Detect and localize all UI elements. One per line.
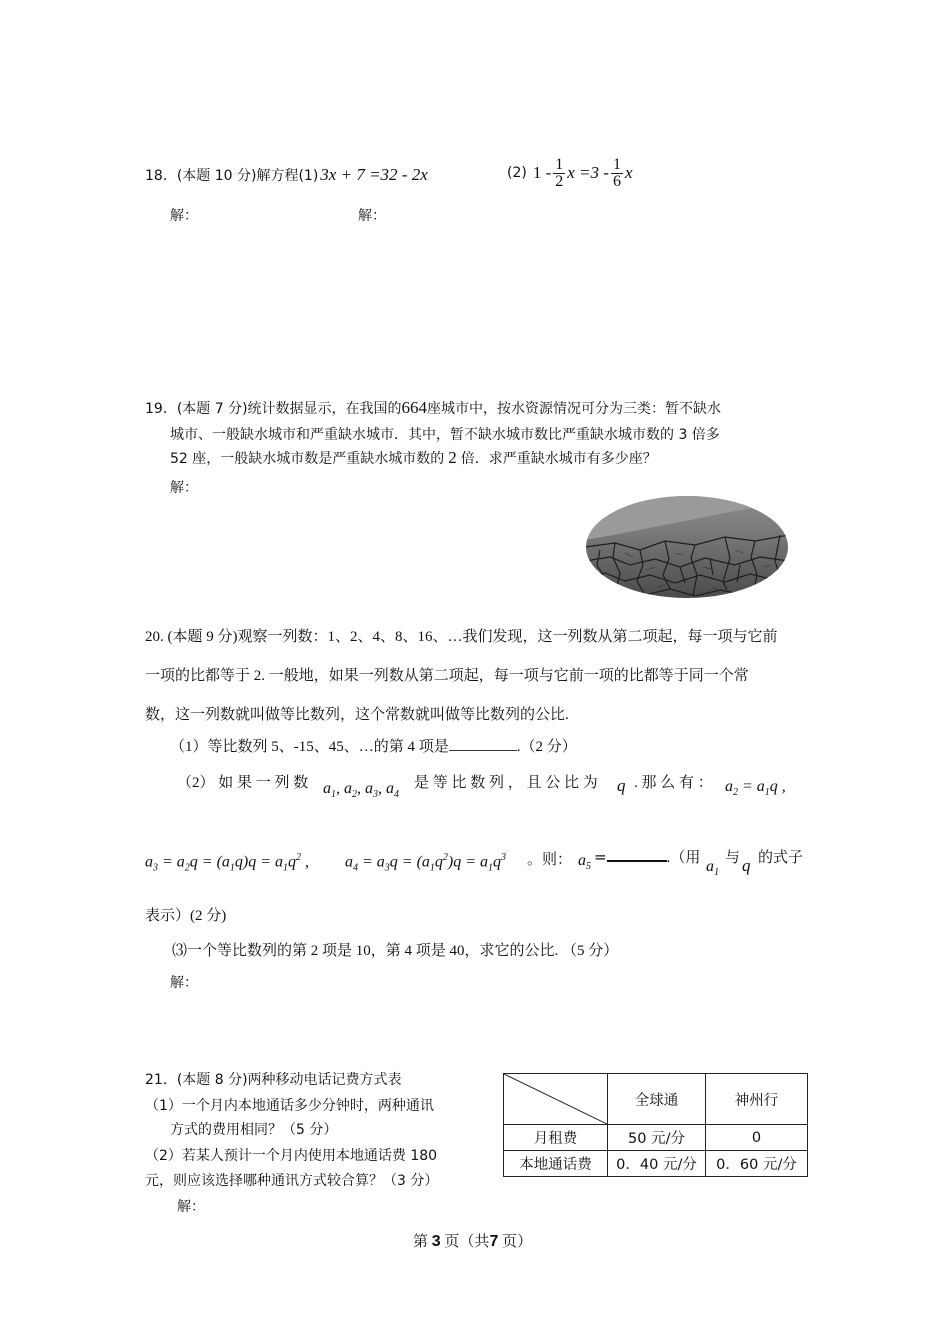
q18-eq2-mid: x =3 - (567, 163, 609, 182)
fraction-numerator: 1 (555, 155, 564, 173)
q20-eq-a5-answer (594, 846, 700, 867)
q19-number-2: 2 (448, 448, 457, 467)
q21-solution-label: 解： (177, 1199, 205, 1215)
table-header: 全球通 (608, 1074, 706, 1125)
q18-part2-label: (2) (507, 165, 527, 181)
q18-equation-1: 3x + 7 =32 - 2x (320, 165, 428, 184)
footer-text-a: 第 (413, 1234, 429, 1250)
diagonal-line (504, 1074, 607, 1124)
q21-line-3: 方式的费用相同？（5 分） (170, 1122, 338, 1138)
footer-text-c: 页） (502, 1234, 533, 1250)
q20-eq-a1: $a_1$ (706, 858, 719, 879)
q21-line-4: （2）若某人预计一个月内使用本地通话费 180 (145, 1148, 438, 1164)
table-row (504, 1151, 808, 1177)
q20-line-2: 一项的比都等于 2. 一般地，如果一列数从第二项起，每一项与它前一项的比都等于同一个常 (145, 668, 749, 684)
q20-solution-label: 解： (170, 975, 198, 991)
table-cell: 50 元/分 (608, 1125, 706, 1151)
q19-number-664: 664 (401, 398, 428, 417)
table-cell: 0．60 元/分 (706, 1151, 808, 1177)
answer-blank[interactable] (607, 848, 667, 862)
q18-eq2-end: x (624, 163, 633, 182)
q20-sequence: $a_1$, $a_2$, $a_3$, $a_4$ (323, 780, 399, 801)
q20-eq-tail-3: 的式子 (758, 850, 804, 866)
fraction-numerator: 1 (612, 155, 621, 173)
q20-eq-then: 。则： (527, 852, 573, 868)
q18-line (145, 165, 428, 185)
table-header-row (504, 1074, 808, 1125)
q18-fraction-1 (553, 157, 565, 190)
total-pages: 7 (489, 1233, 499, 1250)
q20-eq-a4: $a_4 = a_3q = (a_1q^2)q = a_1q^3$ (345, 852, 507, 874)
diagonal-header-cell (504, 1074, 608, 1125)
q19-line-2: 城市、一般缺水城市和严重缺水城市．其中，暂不缺水城市数比严重缺水城市数的 3 倍多 (170, 427, 720, 443)
q20-sub1-text: （1）等比数列 5、-15、45、…的第 4 项是 (170, 739, 449, 755)
q18-label: 18．(本题 10 分)解方程(1) (145, 168, 319, 184)
q20-ratio-q: q (617, 776, 626, 795)
q18-part2 (507, 153, 633, 193)
q20-eq-tail-1: .（用 (666, 850, 701, 866)
q19-text-b: 座城市中，按水资源情况可分为三类：暂不缺水 (427, 401, 722, 417)
page-footer (413, 1230, 532, 1251)
q20-eq-a2: $a_2 = a_1q$ , (725, 778, 786, 799)
cracked-earth-image (585, 495, 789, 599)
q20-eq-a5: $a_5$ (578, 852, 591, 873)
q20-eq-tail-2: 与 (725, 850, 741, 866)
q19-text-a: 19．(本题 7 分)统计数据显示，在我国的 (145, 401, 402, 417)
q18-eq2-a: 1 - (532, 163, 552, 182)
q20-sub2-text-b (414, 771, 598, 792)
q21-line-1: 21．(本题 8 分)两种移动电话记费方式表 (145, 1072, 402, 1088)
q19-text-d: 倍．求严重缺水城市有多少座？ (460, 451, 657, 467)
q20-sub2-text-c: . 那 么 有 ： (634, 775, 713, 791)
q20-sub2-text-b-inner: 是 等 比 数 列 ， 且 公 比 为 (414, 775, 598, 791)
table-row (504, 1125, 808, 1151)
q19-text-c: 52 座，一般缺水城市数是严重缺水城市数的 (170, 451, 445, 467)
q20-sub2-text-a: （2） 如 果 一 列 数 (177, 775, 309, 791)
row-label: 月租费 (504, 1125, 608, 1151)
q21-line-5: 元，则应该选择哪种通讯方式较合算？（3 分） (145, 1173, 439, 1189)
q20-sub-3: ⑶一个等比数列的第 2 项是 10，第 4 项是 40，求它的公比. （5 分） (172, 943, 619, 959)
page-number: 3 (431, 1233, 441, 1250)
q19-line-1 (145, 398, 721, 418)
q18-solution-label-1: 解： (170, 208, 198, 224)
q19-line-3 (170, 448, 657, 468)
fraction-denominator: 6 (612, 172, 621, 190)
q20-sub-1 (170, 735, 577, 756)
q21-line-2: （1）一个月内本地通话多少分钟时，两种通讯 (145, 1098, 434, 1114)
q18-solution-label-2: 解： (358, 208, 386, 224)
fraction-denominator: 2 (555, 172, 564, 190)
table-header: 神州行 (706, 1074, 808, 1125)
q20-sub1-score: .（2 分） (516, 739, 577, 755)
fee-table (503, 1073, 808, 1177)
answer-blank[interactable] (449, 736, 517, 751)
q19-solution-label: 解： (170, 480, 198, 496)
q20-line-3: 数，这一列数就叫做等比数列，这个常数就叫做等比数列的公比. (145, 707, 569, 723)
q20-eq-q: q (742, 856, 751, 875)
q20-line-1: 20. (本题 9 分)观察一列数：1、2、4、8、16、…我们发现，这一列数从第二项起，每一项与它前 (145, 629, 778, 645)
q20-sub-2 (177, 771, 308, 792)
q20-eq-a3: $a_3 = a_2q = (a_1q)q = a_1q^2$ , (145, 852, 310, 874)
q18-fraction-2 (611, 157, 623, 190)
table-cell: 0 (706, 1125, 808, 1151)
table-cell: 0．40 元/分 (608, 1151, 706, 1177)
q20-express-line: 表示）(2 分) (145, 908, 227, 924)
footer-text-b: 页（共 (444, 1234, 490, 1250)
row-label: 本地通话费 (504, 1151, 608, 1177)
equals-sign: = (594, 848, 607, 866)
